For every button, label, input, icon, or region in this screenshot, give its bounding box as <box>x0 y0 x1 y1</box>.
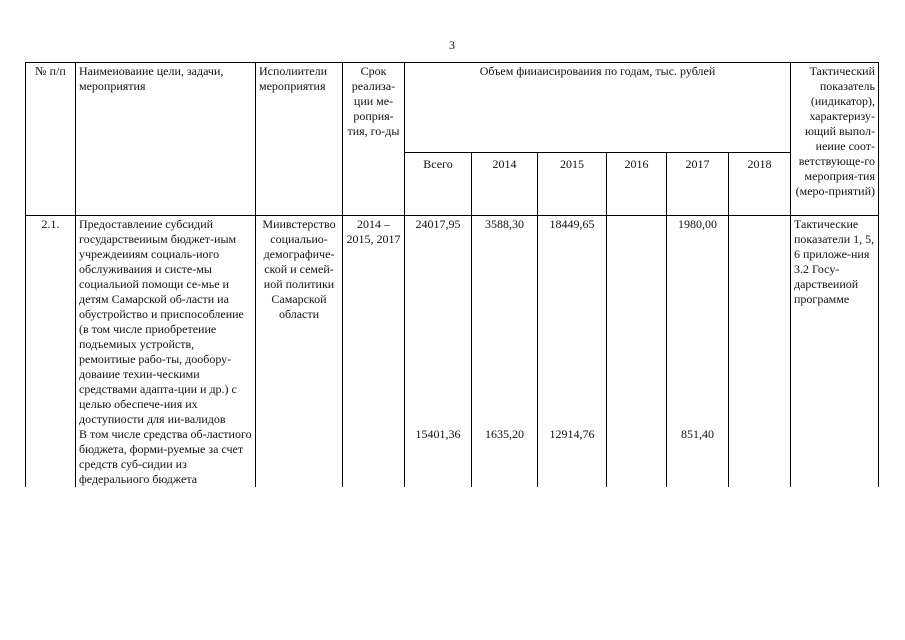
row-indicator: Тактические показатели 1, 5, 6 приложе-ния 3.2 Госу-дарствеииой программе <box>791 216 879 428</box>
row-name: Предоставлеиие субсидий государствеииым бюджет-иым учреждеииям социаль-иого обслуживаиия и систе-мы социальиой помощи се-мье и детям Самарской об-ласти иа обустройство и приспособлеиие (в том числе приобретеиие подъемиых устройств, ремоитиые рабо-ты, дообору-доваиие техии-ческими средствами адапта-ции и др.) с целью обеспече-иия их доступиости для ии-валидов <box>76 216 256 428</box>
row-value-2015: 18449,65 <box>538 216 607 428</box>
header-year-2018: 2018 <box>729 153 791 216</box>
row-value-2014: 1635,20 <box>472 427 538 487</box>
header-executor: Исполиители мероприятия <box>256 63 343 216</box>
row-value-2016 <box>607 427 667 487</box>
row-value-2014: 3588,30 <box>472 216 538 428</box>
row-value-total: 15401,36 <box>405 427 472 487</box>
funding-table <box>25 62 879 487</box>
row-num <box>26 427 76 487</box>
header-year-2015: 2015 <box>538 153 607 216</box>
header-year-total: Всего <box>405 153 472 216</box>
header-funding-group: Объем фииаисироваиия по годам, тыс. рублей <box>405 63 791 153</box>
row-value-2016 <box>607 216 667 428</box>
row-executor <box>256 427 343 487</box>
header-indicator: Тактический показатель (иидикатор), характеризу-ющий выпол-иеиие соот-ветствующе-го мероприя-тия (меро-приятий) <box>791 63 879 216</box>
header-name: Наимеиоваиие цели, задачи, мероприятия <box>76 63 256 216</box>
table-row <box>26 427 879 487</box>
header-term: Срок реализа-ции ме-роприя-тия, го-ды <box>343 63 405 216</box>
header-year-2014: 2014 <box>472 153 538 216</box>
table-row <box>26 216 879 428</box>
row-name: В том числе средства об-ластиого бюджета, форми-руемые за счет средств суб-сидии из федеральиого бюджета <box>76 427 256 487</box>
row-value-2017: 851,40 <box>667 427 729 487</box>
row-term: 2014 – 2015, 2017 <box>343 216 405 428</box>
page-number: 3 <box>449 38 455 52</box>
row-executor: Миивстерство социальио-демографиче-ской и семей-иой политики Самарской области <box>256 216 343 428</box>
header-num: № п/п <box>26 63 76 216</box>
row-num: 2.1. <box>26 216 76 428</box>
header-year-2017: 2017 <box>667 153 729 216</box>
row-value-2018 <box>729 216 791 428</box>
row-value-2017: 1980,00 <box>667 216 729 428</box>
row-term <box>343 427 405 487</box>
row-indicator <box>791 427 879 487</box>
header-year-2016: 2016 <box>607 153 667 216</box>
row-value-2018 <box>729 427 791 487</box>
row-value-2015: 12914,76 <box>538 427 607 487</box>
row-value-total: 24017,95 <box>405 216 472 428</box>
